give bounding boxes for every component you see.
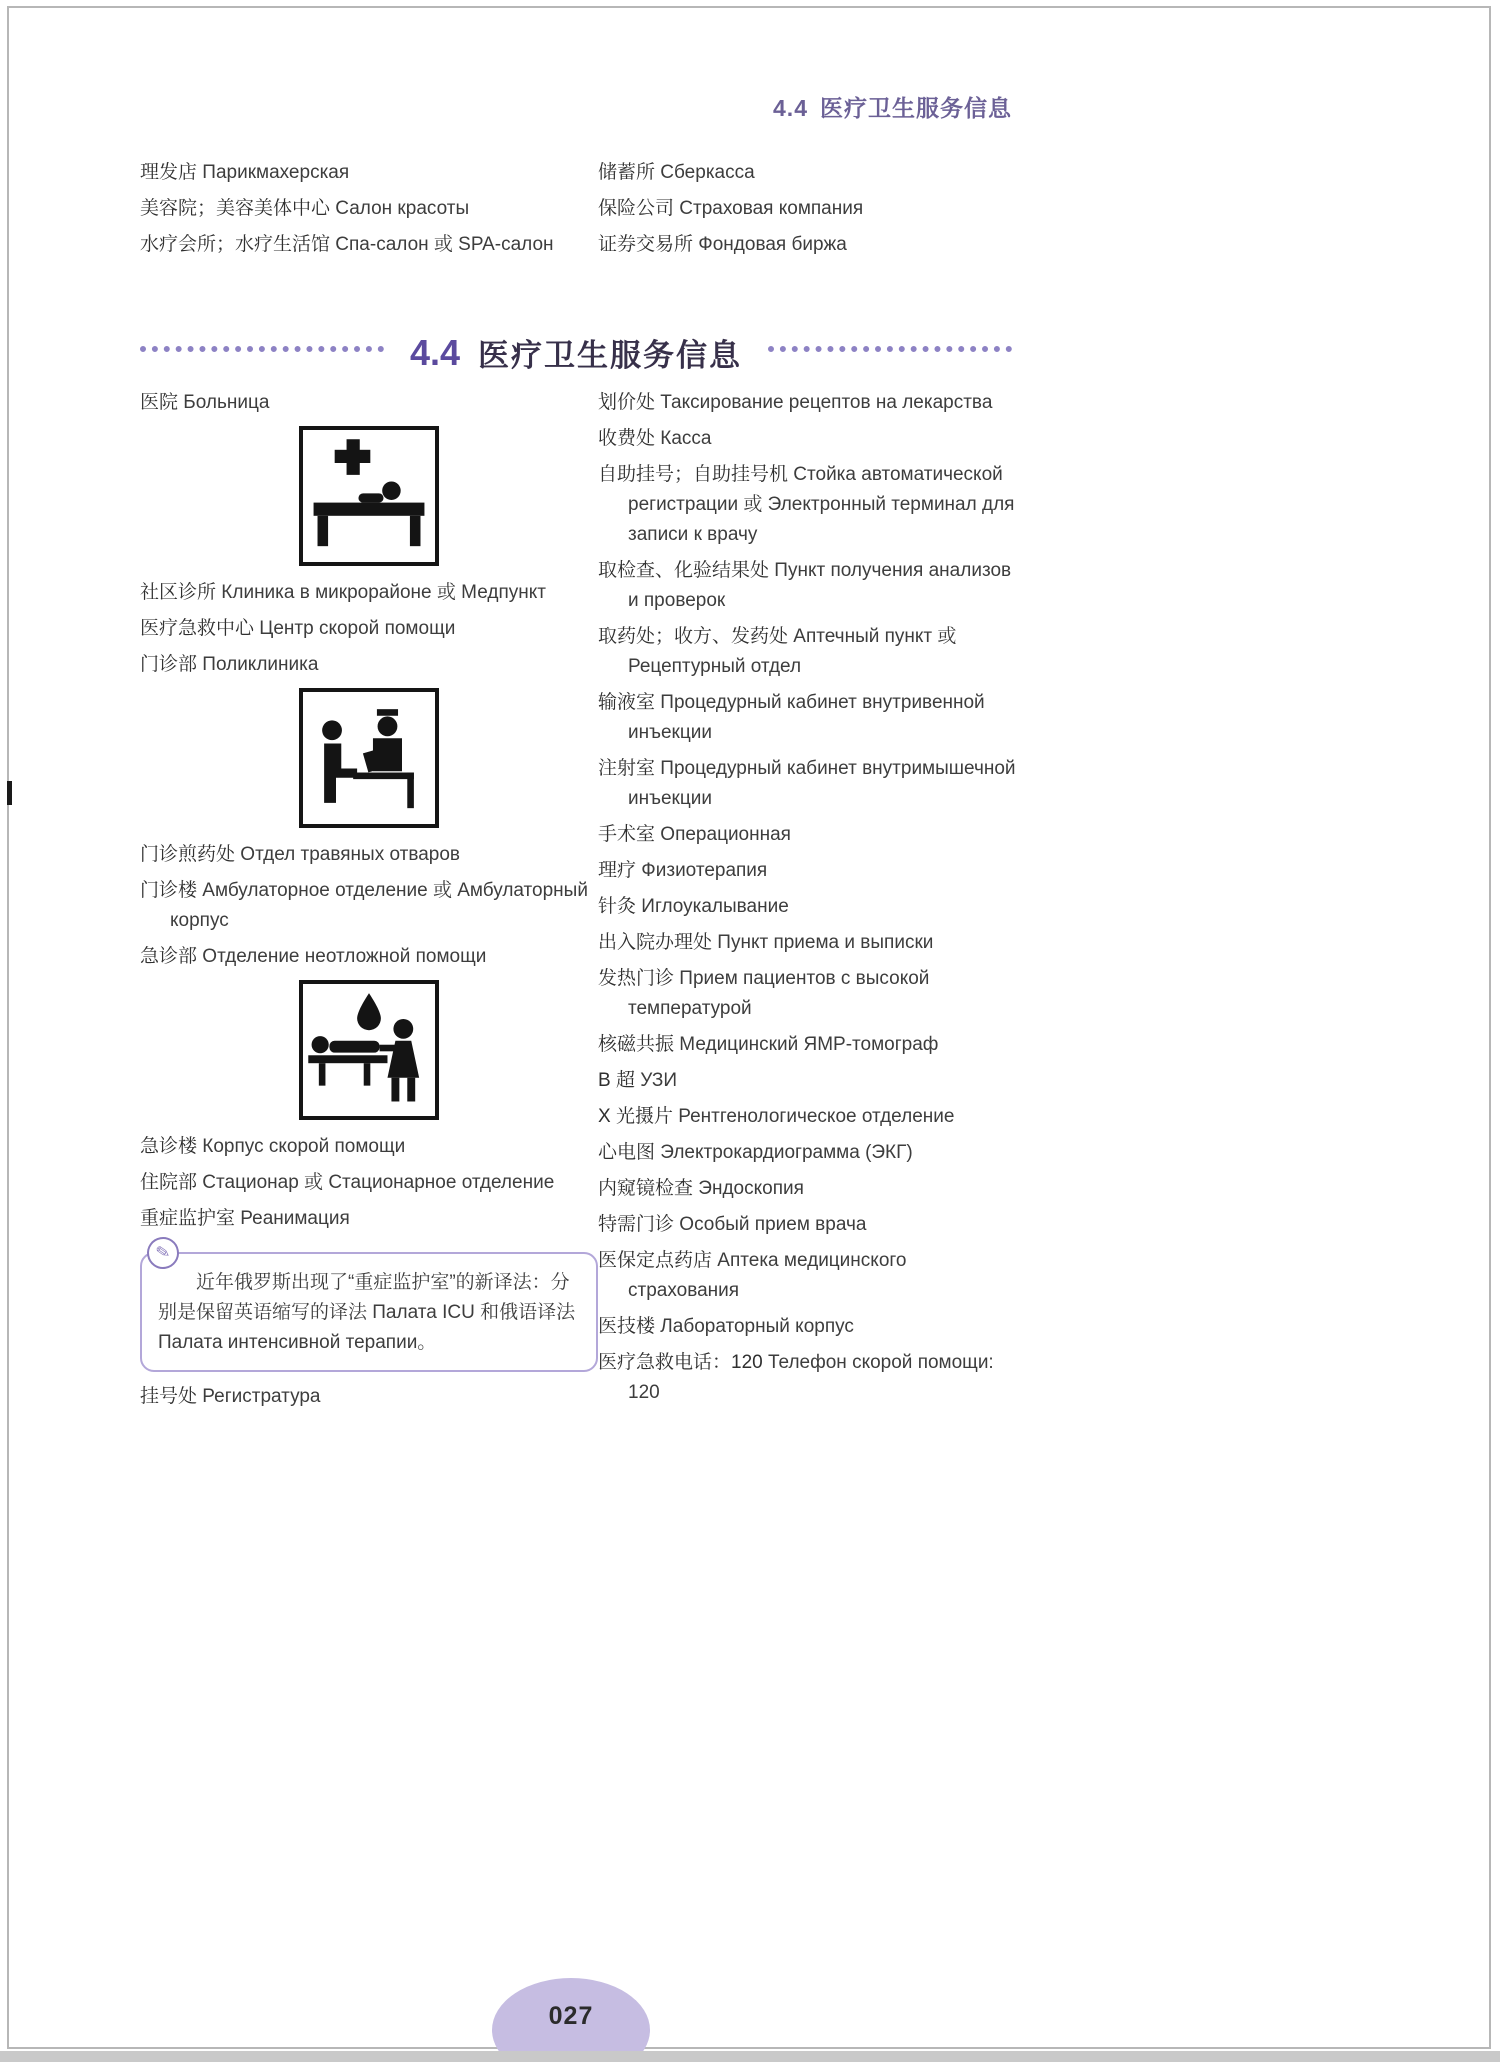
term-zh: 核磁共振 [598, 1034, 675, 1055]
term-zh: 医疗急救电话：120 [598, 1352, 763, 1373]
term-zh: 出入院办理处 [598, 932, 713, 953]
term-ru: Телефон скорой помощи: 120 [628, 1352, 994, 1403]
term-entry [140, 388, 598, 418]
term-zh: 收费处 [598, 428, 656, 449]
section-title: 医疗卫生服务信息 [478, 338, 743, 373]
term-zh: 医院 [140, 392, 179, 413]
top-left-column [140, 158, 598, 266]
term-zh: 医疗急救中心 [140, 618, 255, 639]
emergency-stretcher-icon [299, 980, 439, 1120]
section-number: 4.4 [409, 331, 461, 373]
term-ru: Центр скорой помощи [259, 618, 456, 639]
term-entry [140, 194, 598, 224]
term-zh: 划价处 [598, 392, 656, 413]
term-ru: Больница [183, 392, 270, 413]
term-entry [598, 460, 1020, 550]
term-entry [598, 892, 1020, 922]
term-ru: Фондовая биржа [698, 234, 847, 255]
term-entry [140, 578, 598, 608]
term-ru: Спа-салон 或 SPA-салон [335, 234, 554, 255]
term-entry [598, 754, 1020, 814]
term-entry [598, 964, 1020, 1024]
page-bottom-edge [0, 2051, 1500, 2062]
term-zh: 证券交易所 [598, 234, 694, 255]
term-entry [598, 688, 1020, 748]
term-ru: Физиотерапия [641, 860, 768, 881]
term-ru: Особый прием врача [679, 1214, 867, 1235]
term-ru: Электрокардиограмма (ЭКГ) [660, 1142, 913, 1163]
term-entry [598, 424, 1020, 454]
term-ru: Эндоскопия [698, 1178, 804, 1199]
term-ru: Пункт получения анализов и проверок [628, 560, 1012, 611]
term-zh: 取检查、化验结果处 [598, 560, 770, 581]
term-zh: 美容院；美容美体中心 [140, 198, 331, 219]
running-header-number: 4.4 [773, 95, 808, 121]
term-ru: Поликлиника [202, 654, 319, 675]
term-ru: Медицинский ЯМР-томограф [679, 1034, 939, 1055]
term-entry [598, 1102, 1020, 1132]
term-ru: Прием пациентов с высокой температурой [628, 968, 930, 1019]
term-entry [598, 1246, 1020, 1306]
term-zh: 急诊部 [140, 946, 198, 967]
term-ru: Касса [660, 428, 712, 449]
term-zh: 挂号处 [140, 1386, 198, 1407]
right-column [598, 388, 1020, 1418]
term-ru: Клиника в микрорайоне 或 Медпункт [221, 582, 546, 603]
term-zh: 保险公司 [598, 198, 675, 219]
term-zh: 社区诊所 [140, 582, 217, 603]
term-entry [598, 230, 1020, 260]
term-entry [140, 650, 598, 680]
term-zh: 医技楼 [598, 1316, 656, 1337]
term-zh: 取药处；收方、发药处 [598, 626, 789, 647]
left-column [140, 388, 598, 1418]
term-zh: 住院部 [140, 1172, 198, 1193]
term-entry [598, 1348, 1020, 1408]
page-number-badge [492, 1978, 650, 2062]
term-ru: Страховая компания [679, 198, 864, 219]
term-entry [140, 942, 598, 972]
term-zh: 门诊部 [140, 654, 198, 675]
term-ru: УЗИ [640, 1070, 678, 1091]
doctor-consultation-icon [299, 688, 439, 828]
term-entry [140, 1382, 598, 1412]
term-entry [598, 928, 1020, 958]
term-ru: Аптека медицинского страхования [628, 1250, 907, 1301]
term-entry [598, 820, 1020, 850]
term-zh: 特需门诊 [598, 1214, 675, 1235]
term-ru: Таксирование рецептов на лекарства [660, 392, 993, 413]
term-entry [598, 856, 1020, 886]
term-entry [598, 1066, 1020, 1096]
term-ru: Процедурный кабинет внутримышечной инъекции [628, 758, 1016, 809]
term-zh: 门诊煎药处 [140, 844, 236, 865]
term-ru: Пункт приема и выписки [717, 932, 934, 953]
term-zh: 水疗会所；水疗生活馆 [140, 234, 331, 255]
term-zh: 发热门诊 [598, 968, 675, 989]
term-entry [598, 1138, 1020, 1168]
section-heading [140, 330, 1012, 375]
term-zh: 针灸 [598, 896, 637, 917]
term-zh: 内窥镜检查 [598, 1178, 694, 1199]
term-entry [140, 230, 598, 260]
term-entry [140, 1168, 598, 1198]
term-entry [140, 1204, 598, 1234]
section-body [140, 388, 1020, 1418]
term-ru: Операционная [660, 824, 791, 845]
term-ru: Регистратура [202, 1386, 321, 1407]
term-entry [598, 622, 1020, 682]
page-edge-mark [7, 781, 12, 805]
term-entry [140, 876, 598, 936]
term-ru: Стойка автоматической регистрации 或 Электронный терминал для записи к врачу [628, 464, 1015, 545]
term-entry [598, 1174, 1020, 1204]
term-entry [598, 158, 1020, 188]
term-entry [598, 1030, 1020, 1060]
term-ru: Лабораторный корпус [660, 1316, 854, 1337]
term-entry [598, 556, 1020, 616]
term-ru: Салон красоты [335, 198, 470, 219]
dotted-divider-left [140, 346, 384, 352]
term-zh: 理疗 [598, 860, 637, 881]
term-ru: Парикмахерская [202, 162, 350, 183]
term-zh: 医保定点药店 [598, 1250, 713, 1271]
term-ru: Сберкасса [660, 162, 755, 183]
term-ru: Реанимация [240, 1208, 350, 1229]
term-entry [598, 1312, 1020, 1342]
term-zh: 理发店 [140, 162, 198, 183]
term-zh: 心电图 [598, 1142, 656, 1163]
running-header-title: 医疗卫生服务信息 [820, 95, 1012, 121]
term-entry [140, 1132, 598, 1162]
dotted-divider-right [768, 346, 1012, 352]
term-entry [598, 194, 1020, 224]
term-ru: Отдел травяных отваров [240, 844, 460, 865]
term-entry [140, 614, 598, 644]
term-entry [598, 1210, 1020, 1240]
term-entry [598, 388, 1020, 418]
term-ru: Аптечный пункт 或 Рецептурный отдел [628, 626, 957, 677]
term-ru: Стационар 或 Стационарное отделение [202, 1172, 555, 1193]
translator-note-text: 近年俄罗斯出现了“重症监护室”的新译法：分别是保留英语缩写的译法 Палата ICU 和俄语译法 Палата интенсивной терапии。 [158, 1272, 576, 1353]
running-header [0, 90, 1012, 123]
term-zh: X 光摄片 [598, 1106, 673, 1127]
term-zh: 门诊楼 [140, 880, 198, 901]
term-ru: Амбулаторное отделение 或 Амбулаторный корпус [170, 880, 588, 931]
term-entry [140, 840, 598, 870]
page-number: 027 [548, 2002, 594, 2030]
term-entry [140, 158, 598, 188]
translator-note [140, 1241, 598, 1372]
hospital-bed-icon [299, 426, 439, 566]
pencil-icon: ✎ [144, 1234, 181, 1271]
term-zh: 重症监护室 [140, 1208, 236, 1229]
term-ru: Рентгенологическое отделение [678, 1106, 955, 1127]
previous-section-entries [140, 158, 1020, 266]
term-zh: 输液室 [598, 692, 656, 713]
term-ru: Корпус скорой помощи [202, 1136, 406, 1157]
term-ru: Иглоукалывание [641, 896, 789, 917]
term-zh: 急诊楼 [140, 1136, 198, 1157]
term-zh: B 超 [598, 1070, 635, 1091]
term-zh: 自助挂号；自助挂号机 [598, 464, 789, 485]
term-zh: 注射室 [598, 758, 656, 779]
term-ru: Отделение неотложной помощи [202, 946, 487, 967]
term-ru: Процедурный кабинет внутривенной инъекции [628, 692, 985, 743]
top-right-column [598, 158, 1020, 266]
term-zh: 储蓄所 [598, 162, 656, 183]
term-zh: 手术室 [598, 824, 656, 845]
